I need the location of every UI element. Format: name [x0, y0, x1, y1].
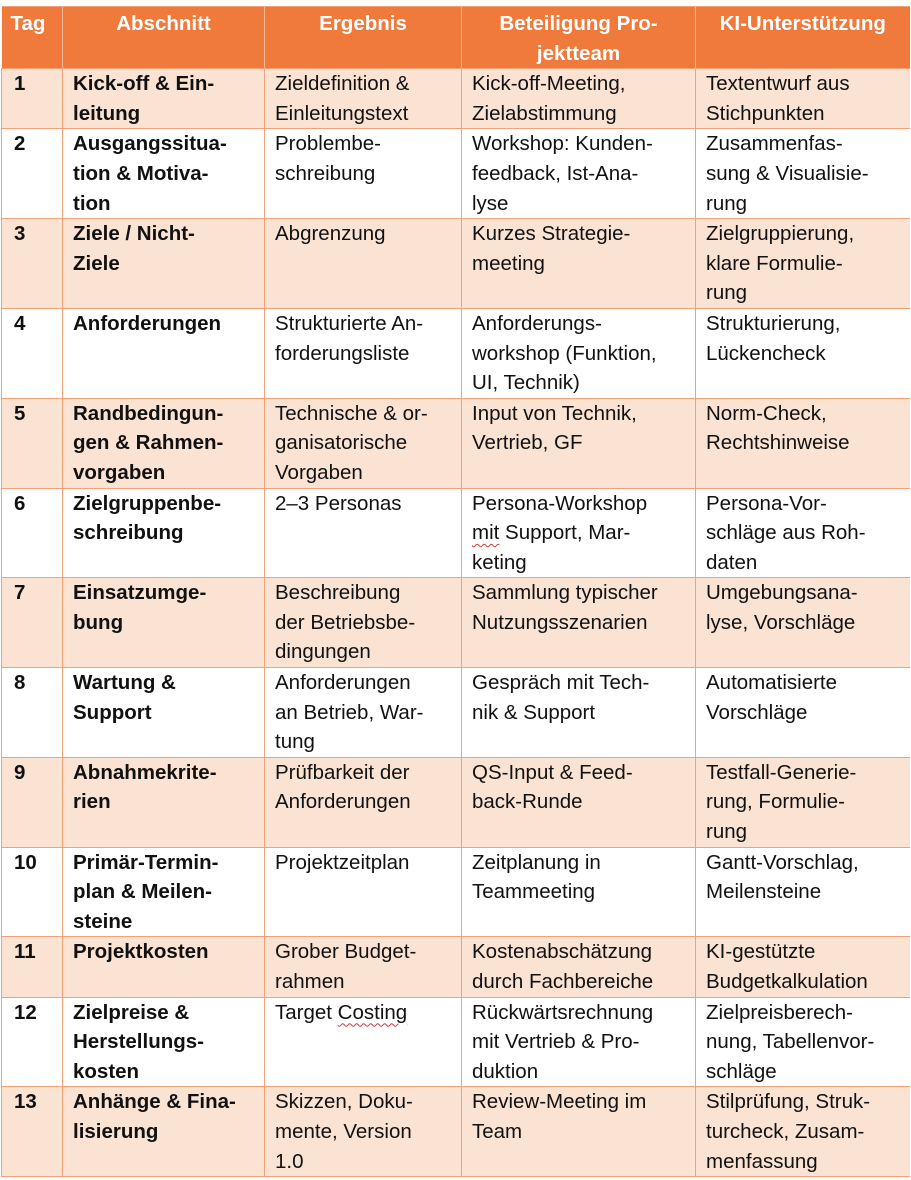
cell-beteiligung-line: mit Support, Mar- — [472, 521, 631, 545]
cell-beteiligung-line: back-Runde — [472, 790, 583, 814]
cell-ergebnis-line: mente, Version — [275, 1119, 412, 1143]
cell-ki-line: Budgetkalkulation — [706, 970, 868, 993]
cell-ki-line: Textentwurf aus — [706, 72, 850, 96]
cell-abschnitt-line: Anforderungen — [73, 311, 222, 335]
cell-ki-line: Testfall-Generie- — [706, 760, 857, 784]
cell-ki-line: klare Formulie- — [706, 251, 843, 275]
header-ki: KI-Unterstützung — [696, 7, 910, 69]
cell-ki-line: turcheck, Zusam- — [706, 1119, 865, 1143]
cell-ki-line: Zusammenfas- — [706, 132, 843, 156]
cell-ergebnis-line: schreibung — [275, 161, 376, 185]
cell-beteiligung — [462, 488, 696, 578]
table-header — [2, 7, 910, 69]
cell-ergebnis-line: Beschreibung — [275, 581, 401, 605]
cell-ergebnis-line: an Betrieb, War- — [275, 700, 424, 724]
cell-ergebnis-line: forderungsliste — [275, 341, 410, 365]
cell-beteiligung-line: mit Vertrieb & Pro- — [472, 1030, 640, 1054]
cell-beteiligung — [462, 668, 696, 758]
cell-ergebnis — [265, 308, 462, 398]
cell-tag: 1 — [2, 69, 63, 129]
spellcheck-underline: Costing — [337, 1000, 408, 1024]
cell-ergebnis-line: ganisatorische — [275, 431, 408, 455]
header-beteiligung — [462, 7, 696, 69]
cell-ki — [696, 668, 910, 758]
cell-abschnitt-line: tion — [73, 191, 111, 215]
cell-abschnitt — [63, 69, 265, 129]
cell-ergebnis-line: Strukturierte An- — [275, 311, 424, 335]
cell-abschnitt-line: Anhänge & Fina- — [73, 1090, 236, 1114]
cell-abschnitt — [63, 398, 265, 488]
cell-ki — [696, 578, 910, 668]
cell-ergebnis — [265, 668, 462, 758]
cell-abschnitt-line: Projektkosten — [73, 940, 209, 964]
cell-ki — [696, 398, 910, 488]
header-ergebnis: Ergebnis — [265, 7, 462, 69]
cell-ki-line: Gantt-Vorschlag, — [706, 850, 859, 874]
cell-ki-line: rung, Formulie- — [706, 790, 845, 814]
header-beteiligung-line1: Beteiligung Pro- — [499, 12, 658, 35]
cell-ergebnis-line: Target Costing — [275, 1000, 408, 1024]
cell-ki-line: Norm-Check, — [706, 401, 827, 425]
cell-abschnitt — [63, 997, 265, 1087]
cell-ergebnis-line: 2–3 Personas — [275, 491, 402, 515]
cell-abschnitt-line: Ziele — [73, 251, 120, 275]
cell-ergebnis-line: Anforderungen — [275, 790, 411, 814]
cell-ki-line: Automatisierte — [706, 671, 838, 695]
cell-ergebnis-line: Skizzen, Doku- — [275, 1090, 413, 1114]
cell-ergebnis-line: Zieldefinition & — [275, 72, 410, 96]
cell-beteiligung-line: Workshop: Kunden- — [472, 132, 653, 156]
cell-beteiligung-line: Anforderungs- — [472, 311, 602, 335]
cell-tag: 8 — [2, 668, 63, 758]
table-row — [2, 219, 910, 309]
cell-abschnitt — [63, 308, 265, 398]
cell-ki-line: menfassung — [706, 1149, 818, 1173]
cell-beteiligung-line: UI, Technik) — [472, 371, 580, 395]
cell-abschnitt-line: leitung — [73, 101, 141, 125]
table-row — [2, 578, 910, 668]
cell-ergebnis-line: Anforderungen — [275, 671, 411, 695]
cell-beteiligung-line: feedback, Ist-Ana- — [472, 161, 639, 185]
cell-beteiligung-line: Kick-off-Meeting, — [472, 72, 626, 96]
cell-abschnitt-line: tion & Motiva- — [73, 161, 209, 185]
cell-ki-line: daten — [706, 550, 758, 574]
cell-beteiligung-line: Zielabstimmung — [472, 101, 617, 125]
cell-abschnitt — [63, 668, 265, 758]
cell-beteiligung-line: Gespräch mit Tech- — [472, 671, 650, 695]
cell-ki-line: Meilensteine — [706, 880, 822, 904]
cell-beteiligung — [462, 997, 696, 1087]
cell-abschnitt — [63, 578, 265, 668]
cell-ki-line: sung & Visualisie- — [706, 161, 869, 185]
cell-ergebnis-line: der Betriebsbe- — [275, 610, 416, 634]
cell-abschnitt-line: Einsatzumge- — [73, 581, 207, 605]
cell-abschnitt-line: gen & Rahmen- — [73, 431, 224, 455]
cell-ki-line: Strukturierung, — [706, 311, 841, 335]
cell-ki — [696, 1087, 910, 1177]
cell-tag: 13 — [2, 1087, 63, 1177]
cell-abschnitt-line: Randbedingun- — [73, 401, 224, 425]
cell-ergebnis-line: rahmen — [275, 970, 345, 993]
cell-abschnitt-line: schreibung — [73, 521, 184, 545]
cell-beteiligung-line: durch Fachbereiche — [472, 970, 654, 993]
cell-abschnitt-line: Ziele / Nicht- — [73, 222, 195, 246]
cell-ki-line: Vorschläge — [706, 700, 808, 724]
cell-tag: 3 — [2, 219, 63, 309]
cell-beteiligung-line: Rückwärtsrechnung — [472, 1000, 654, 1024]
cell-beteiligung-line: meeting — [472, 251, 545, 275]
cell-ergebnis — [265, 129, 462, 219]
schedule-table — [1, 6, 910, 1177]
cell-abschnitt-line: Wartung & — [73, 671, 176, 695]
cell-ki-line: Lückencheck — [706, 341, 826, 365]
cell-abschnitt-line: Kick-off & Ein- — [73, 72, 215, 96]
cell-beteiligung-line: Kurzes Strategie- — [472, 222, 631, 246]
cell-ergebnis-line: 1.0 — [275, 1149, 304, 1173]
cell-ki-line: rung — [706, 281, 748, 305]
cell-beteiligung — [462, 308, 696, 398]
cell-abschnitt-line: kosten — [73, 1059, 140, 1083]
cell-ergebnis — [265, 69, 462, 129]
cell-ki — [696, 219, 910, 309]
table-row — [2, 488, 910, 578]
cell-abschnitt-line: plan & Meilen- — [73, 880, 212, 904]
table-row — [2, 997, 910, 1087]
cell-ki-line: rung — [706, 191, 748, 215]
cell-ergebnis — [265, 937, 462, 997]
cell-beteiligung — [462, 937, 696, 997]
spellcheck-underline: mit — [472, 521, 500, 545]
cell-tag: 10 — [2, 847, 63, 937]
cell-ki-line: Zielgruppierung, — [706, 222, 855, 246]
cell-ergebnis-line: Technische & or- — [275, 401, 428, 425]
cell-tag: 2 — [2, 129, 63, 219]
cell-ergebnis — [265, 578, 462, 668]
cell-ki — [696, 937, 910, 997]
cell-ergebnis — [265, 488, 462, 578]
cell-ki-line: nung, Tabellenvor- — [706, 1030, 875, 1054]
cell-ki — [696, 847, 910, 937]
cell-ergebnis — [265, 847, 462, 937]
cell-ergebnis-line: Vorgaben — [275, 460, 363, 484]
cell-beteiligung — [462, 847, 696, 937]
cell-ki-line: Umgebungsana- — [706, 581, 858, 605]
table-row — [2, 129, 910, 219]
header-beteiligung-line2: jektteam — [536, 41, 621, 65]
table-row — [2, 398, 910, 488]
cell-ergebnis-line: Projektzeitplan — [275, 850, 410, 874]
cell-tag: 9 — [2, 757, 63, 847]
table-row — [2, 668, 910, 758]
cell-beteiligung-line: Input von Technik, — [472, 401, 637, 425]
cell-beteiligung-line: Team — [472, 1119, 523, 1143]
cell-ki — [696, 488, 910, 578]
cell-ki — [696, 69, 910, 129]
cell-ergebnis-line: Prüfbarkeit der — [275, 760, 410, 784]
header-tag: Tag — [2, 7, 63, 69]
cell-ki-line: lyse, Vorschläge — [706, 610, 856, 634]
cell-beteiligung-line: QS-Input & Feed- — [472, 760, 633, 784]
cell-beteiligung-line: workshop (Funktion, — [472, 341, 657, 365]
cell-beteiligung-line: duktion — [472, 1059, 539, 1083]
cell-abschnitt-line: rien — [73, 790, 111, 814]
cell-abschnitt-line: vorgaben — [73, 460, 166, 484]
cell-ki-line: Zielpreisberech- — [706, 1000, 853, 1024]
cell-abschnitt — [63, 847, 265, 937]
cell-beteiligung — [462, 757, 696, 847]
cell-ki — [696, 308, 910, 398]
cell-abschnitt-line: steine — [73, 909, 133, 933]
cell-tag: 6 — [2, 488, 63, 578]
cell-tag: 12 — [2, 997, 63, 1087]
table-row — [2, 937, 910, 997]
cell-abschnitt-line: Support — [73, 700, 152, 724]
cell-beteiligung-line: Review-Meeting im — [472, 1090, 647, 1114]
cell-tag: 4 — [2, 308, 63, 398]
cell-abschnitt-line: Zielpreise & — [73, 1000, 190, 1024]
cell-beteiligung-line: Sammlung typischer — [472, 581, 658, 605]
cell-ki-line: schläge — [706, 1059, 777, 1083]
cell-beteiligung-line: Teammeeting — [472, 880, 596, 904]
cell-ki-line: Stilprüfung, Struk- — [706, 1090, 871, 1114]
table-row — [2, 69, 910, 129]
cell-abschnitt-line: lisierung — [73, 1119, 159, 1143]
cell-beteiligung-line: Kostenabschätzung — [472, 940, 653, 964]
cell-abschnitt-line: Ausgangssitua- — [73, 132, 227, 156]
cell-ki-line: KI-gestützte — [706, 940, 816, 964]
cell-ergebnis-line: Grober Budget- — [275, 940, 417, 964]
cell-abschnitt — [63, 1087, 265, 1177]
table-body — [2, 69, 910, 1177]
cell-ergebnis-line: Abgrenzung — [275, 222, 386, 246]
cell-ergebnis — [265, 997, 462, 1087]
cell-beteiligung — [462, 1087, 696, 1177]
cell-ergebnis-line: Einleitungstext — [275, 101, 409, 125]
cell-abschnitt-line: Herstellungs- — [73, 1030, 204, 1054]
cell-ki-line: schläge aus Roh- — [706, 521, 866, 545]
cell-ergebnis — [265, 398, 462, 488]
cell-beteiligung — [462, 129, 696, 219]
cell-abschnitt — [63, 129, 265, 219]
cell-beteiligung — [462, 219, 696, 309]
cell-abschnitt-line: Abnahmekrite- — [73, 760, 217, 784]
cell-ki — [696, 997, 910, 1087]
header-row — [2, 7, 910, 69]
cell-tag: 7 — [2, 578, 63, 668]
cell-ki-line: Stichpunkten — [706, 101, 825, 125]
cell-abschnitt-line: bung — [73, 610, 124, 634]
cell-beteiligung-line: keting — [472, 550, 527, 574]
cell-ki-line: Rechtshinweise — [706, 431, 850, 455]
cell-beteiligung-line: Zeitplanung in — [472, 850, 601, 874]
header-abschnitt: Abschnitt — [63, 7, 265, 69]
table-row — [2, 1087, 910, 1177]
cell-abschnitt — [63, 937, 265, 997]
cell-beteiligung — [462, 398, 696, 488]
cell-abschnitt — [63, 488, 265, 578]
cell-beteiligung-line: nik & Support — [472, 700, 596, 724]
cell-beteiligung-line: Vertrieb, GF — [472, 431, 583, 455]
cell-ergebnis-line: Problembe- — [275, 132, 381, 156]
cell-tag: 11 — [2, 937, 63, 997]
cell-abschnitt — [63, 219, 265, 309]
cell-abschnitt — [63, 757, 265, 847]
cell-ergebnis — [265, 219, 462, 309]
table-row — [2, 847, 910, 937]
table-row — [2, 757, 910, 847]
table-row — [2, 308, 910, 398]
cell-ergebnis-line: tung — [275, 730, 315, 754]
cell-abschnitt-line: Zielgruppenbe- — [73, 491, 222, 515]
cell-ki-line: rung — [706, 820, 748, 844]
cell-beteiligung — [462, 69, 696, 129]
cell-beteiligung-line: Nutzungsszenarien — [472, 610, 648, 634]
cell-ki-line: Persona-Vor- — [706, 491, 827, 515]
cell-ergebnis-line: dingungen — [275, 640, 371, 664]
cell-ergebnis — [265, 1087, 462, 1177]
cell-tag: 5 — [2, 398, 63, 488]
cell-beteiligung-line: lyse — [472, 191, 509, 215]
cell-ergebnis — [265, 757, 462, 847]
cell-abschnitt-line: Primär-Termin- — [73, 850, 219, 874]
cell-ki — [696, 757, 910, 847]
cell-ki — [696, 129, 910, 219]
cell-beteiligung — [462, 578, 696, 668]
cell-beteiligung-line: Persona-Workshop — [472, 491, 648, 515]
